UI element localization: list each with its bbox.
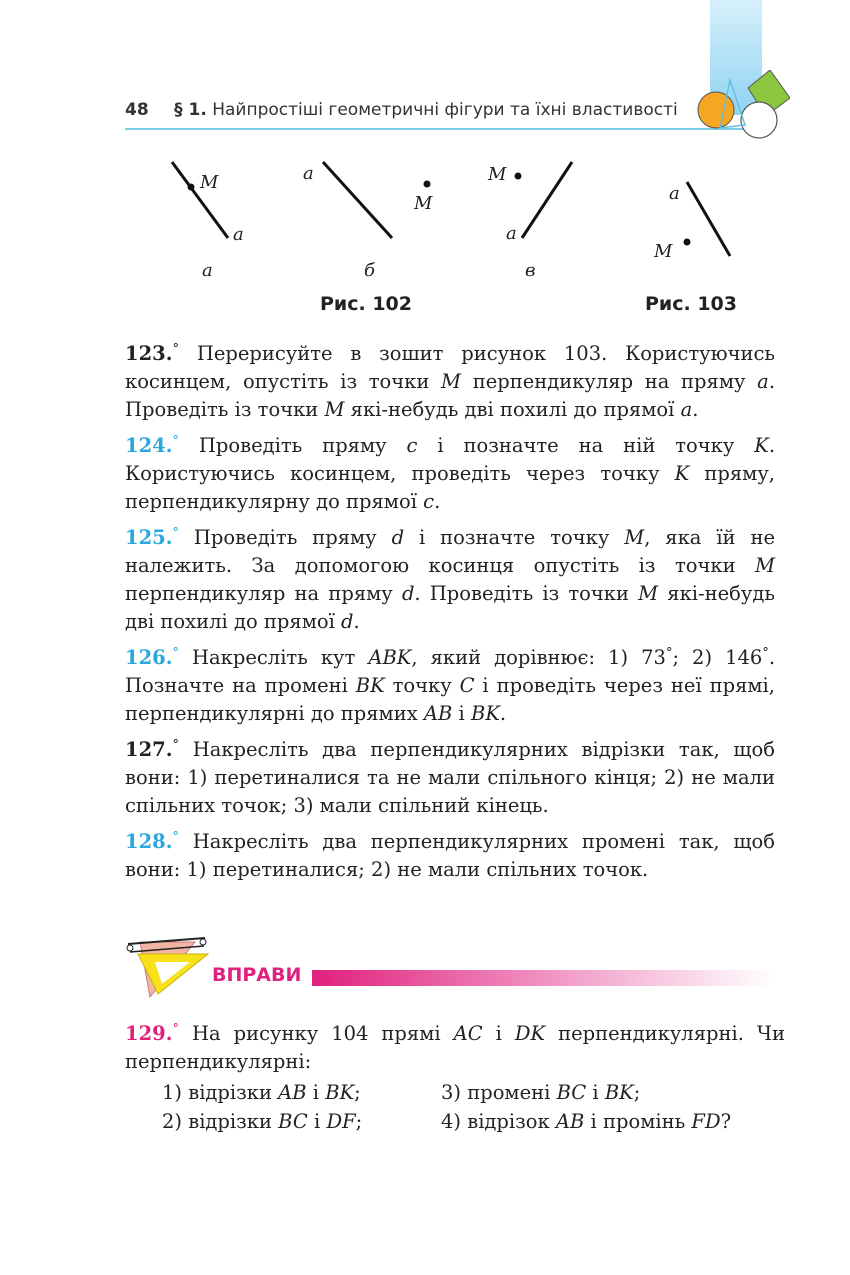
math-variable: BC bbox=[556, 1081, 587, 1104]
exercises-title: ВПРАВИ bbox=[212, 964, 302, 986]
problem-text: перпендикулярні. Чи перпендикулярні: bbox=[125, 1022, 785, 1073]
problem-text: , який дорівнює: 1) 73 bbox=[411, 646, 666, 669]
math-variable: K bbox=[674, 462, 690, 485]
problem-text: . bbox=[499, 702, 507, 725]
exercises-heading bbox=[120, 932, 780, 1002]
point-m bbox=[188, 184, 195, 191]
shapes-decoration-icon bbox=[690, 70, 790, 150]
label-line-a: a bbox=[233, 224, 244, 245]
problem-text: . Проведіть із точки bbox=[414, 582, 639, 605]
option-2 bbox=[162, 1107, 362, 1136]
section-title: Найпростіші геометричні фігури та їхні властивості bbox=[212, 100, 678, 120]
page-number: 48 bbox=[125, 100, 149, 120]
problem-text: і bbox=[482, 1022, 515, 1045]
figure-102-panel-a bbox=[172, 162, 244, 281]
problem-number: 128.° bbox=[125, 829, 179, 853]
option-1 bbox=[162, 1078, 361, 1107]
running-head bbox=[125, 100, 725, 128]
problem-127 bbox=[125, 736, 775, 820]
problem-text: . bbox=[353, 610, 360, 633]
problem-number: 127.° bbox=[125, 737, 179, 761]
math-variable: BK bbox=[325, 1081, 355, 1104]
option-text: ? bbox=[720, 1110, 732, 1133]
exercise-129-options bbox=[125, 1078, 785, 1138]
problem-number: 126.° bbox=[125, 645, 179, 669]
math-variable: a bbox=[757, 370, 769, 393]
problem-number: 129.° bbox=[125, 1021, 179, 1045]
problem-text: . bbox=[692, 398, 699, 421]
math-variable: K bbox=[754, 434, 769, 457]
option-text: ; bbox=[633, 1081, 641, 1104]
option-text: і bbox=[586, 1081, 605, 1104]
problem-text: , яка їй не належить. За допомогою косинця опустіть із точки bbox=[125, 526, 775, 577]
math-variable: ABK bbox=[368, 646, 412, 669]
figure-102-panel-v bbox=[487, 162, 572, 281]
math-variable: AB bbox=[423, 702, 453, 725]
subfigure-label-a: а bbox=[202, 260, 213, 281]
label-line-a: a bbox=[303, 163, 314, 184]
math-variable: DK bbox=[514, 1022, 546, 1045]
math-variable: DF bbox=[326, 1110, 356, 1133]
math-variable: C bbox=[459, 674, 475, 697]
drafting-tools-icon bbox=[120, 932, 215, 1002]
option-text: і bbox=[306, 1081, 326, 1104]
option-text: 4) відрізок bbox=[441, 1110, 556, 1133]
problem-number: 123.° bbox=[125, 341, 179, 365]
subfigure-label-v: в bbox=[525, 260, 536, 281]
label-point-m: M bbox=[654, 241, 673, 262]
header-rule bbox=[125, 128, 765, 130]
degree-mark: ° bbox=[172, 737, 179, 753]
figure-102-panel-b bbox=[303, 162, 433, 281]
option-text: ; bbox=[355, 1110, 363, 1133]
math-variable: c bbox=[423, 490, 435, 513]
problem-text: Перерисуйте в зошит рисунок 103. Користуючись косинцем, опустіть із точки bbox=[125, 342, 775, 393]
label-line-a: a bbox=[506, 223, 517, 244]
label-point-m: M bbox=[414, 193, 433, 214]
problem-text: і позначте на ній точку bbox=[417, 434, 755, 457]
math-variable: M bbox=[755, 554, 775, 577]
math-variable: BK bbox=[604, 1081, 634, 1104]
problem-text: . Користуючись косинцем, проведіть через точку bbox=[125, 434, 776, 485]
problem-text: перпендикуляр на пряму bbox=[125, 582, 402, 605]
problem-text: . bbox=[434, 490, 441, 513]
math-variable: d bbox=[401, 582, 415, 605]
math-variable: M bbox=[324, 398, 345, 421]
subfigure-label-b: б bbox=[364, 260, 375, 281]
option-3 bbox=[441, 1078, 640, 1107]
math-variable: FD bbox=[691, 1110, 721, 1133]
option-text: 3) промені bbox=[441, 1081, 557, 1104]
problem-text: пряму, перпендикулярну до прямої bbox=[125, 462, 775, 513]
problem-number: 125.° bbox=[125, 525, 179, 549]
degree-sign: ° bbox=[762, 645, 769, 661]
degree-mark: ° bbox=[172, 433, 179, 449]
problem-123 bbox=[125, 340, 775, 424]
caption-fig-103: Рис. 103 bbox=[645, 293, 737, 315]
label-point-m: M bbox=[488, 164, 507, 185]
label-line-a: a bbox=[669, 183, 680, 204]
problem-text: перпендикуляр на пряму bbox=[461, 370, 758, 393]
option-text: і bbox=[307, 1110, 327, 1133]
degree-mark: ° bbox=[172, 829, 179, 845]
math-variable: AC bbox=[453, 1022, 483, 1045]
problem-125 bbox=[125, 524, 775, 636]
option-text: 1) відрізки bbox=[162, 1081, 279, 1104]
math-variable: d bbox=[391, 526, 405, 549]
problem-text: які-небудь дві похилі до прямої bbox=[344, 398, 681, 421]
problem-text: які-небудь дві похилі до прямої bbox=[125, 582, 775, 633]
point-m bbox=[684, 239, 691, 246]
label-point-m: M bbox=[200, 172, 219, 193]
exercises-gradient-bar bbox=[312, 970, 774, 986]
exercise-129-text bbox=[125, 1020, 785, 1076]
math-variable: d bbox=[341, 610, 354, 633]
problem-text: і bbox=[452, 702, 471, 725]
problem-text: точку bbox=[384, 674, 460, 697]
problem-text: Проведіть пряму bbox=[193, 526, 392, 549]
option-text: 2) відрізки bbox=[162, 1110, 279, 1133]
problem-number: 124.° bbox=[125, 433, 179, 457]
line-a bbox=[522, 162, 572, 238]
problem-text: . Проведіть із точки bbox=[125, 370, 776, 421]
degree-sign: ° bbox=[665, 645, 673, 661]
exercise-129 bbox=[125, 1020, 785, 1138]
math-variable: BK bbox=[470, 702, 500, 725]
degree-mark: ° bbox=[172, 645, 179, 661]
math-variable: BK bbox=[355, 674, 385, 697]
math-variable: M bbox=[624, 526, 645, 549]
math-variable: M bbox=[638, 582, 659, 605]
figure-103 bbox=[653, 182, 730, 262]
problem-text: ; 2) 146 bbox=[672, 646, 763, 669]
math-variable: AB bbox=[278, 1081, 307, 1104]
problem-list bbox=[125, 340, 775, 892]
line-a bbox=[323, 162, 392, 238]
caption-fig-102: Рис. 102 bbox=[320, 293, 412, 315]
problem-126 bbox=[125, 644, 775, 728]
option-text: ; bbox=[354, 1081, 361, 1104]
math-variable: AB bbox=[555, 1110, 585, 1133]
degree-mark: ° bbox=[172, 525, 179, 541]
problem-text: . Позначте на промені bbox=[125, 646, 776, 697]
problem-text: Накресліть два перпендикулярних промені так, щоб вони: 1) перетиналися; 2) не мали спільних точок. bbox=[125, 830, 776, 881]
section-mark: § 1. bbox=[174, 100, 207, 120]
problem-text: Проведіть пряму bbox=[198, 434, 407, 457]
problem-text: і позначте точку bbox=[404, 526, 625, 549]
degree-mark: ° bbox=[172, 341, 179, 357]
math-variable: c bbox=[406, 434, 418, 457]
degree-mark: ° bbox=[172, 1021, 179, 1037]
figures-102-103 bbox=[150, 150, 800, 325]
problem-text: і проведіть через неї прямі, перпендикулярні до прямих bbox=[125, 674, 775, 725]
point-m bbox=[424, 181, 431, 188]
math-variable: BC bbox=[278, 1110, 308, 1133]
math-variable: a bbox=[680, 398, 693, 421]
problem-124 bbox=[125, 432, 775, 516]
problem-text: Накресліть кут bbox=[192, 646, 369, 669]
point-m bbox=[515, 173, 522, 180]
problem-128 bbox=[125, 828, 775, 884]
line-a bbox=[687, 182, 730, 256]
problem-text: На рисунку 104 прямі bbox=[192, 1022, 454, 1045]
option-4 bbox=[441, 1107, 731, 1136]
problem-text: Накресліть два перпендикулярних відрізки так, щоб вони: 1) перетиналися та не мали спільного кінця; 2) не мали спільних точок; 3) мали спільний кінець. bbox=[125, 738, 776, 817]
option-text: і промінь bbox=[584, 1110, 692, 1133]
math-variable: M bbox=[441, 370, 462, 393]
